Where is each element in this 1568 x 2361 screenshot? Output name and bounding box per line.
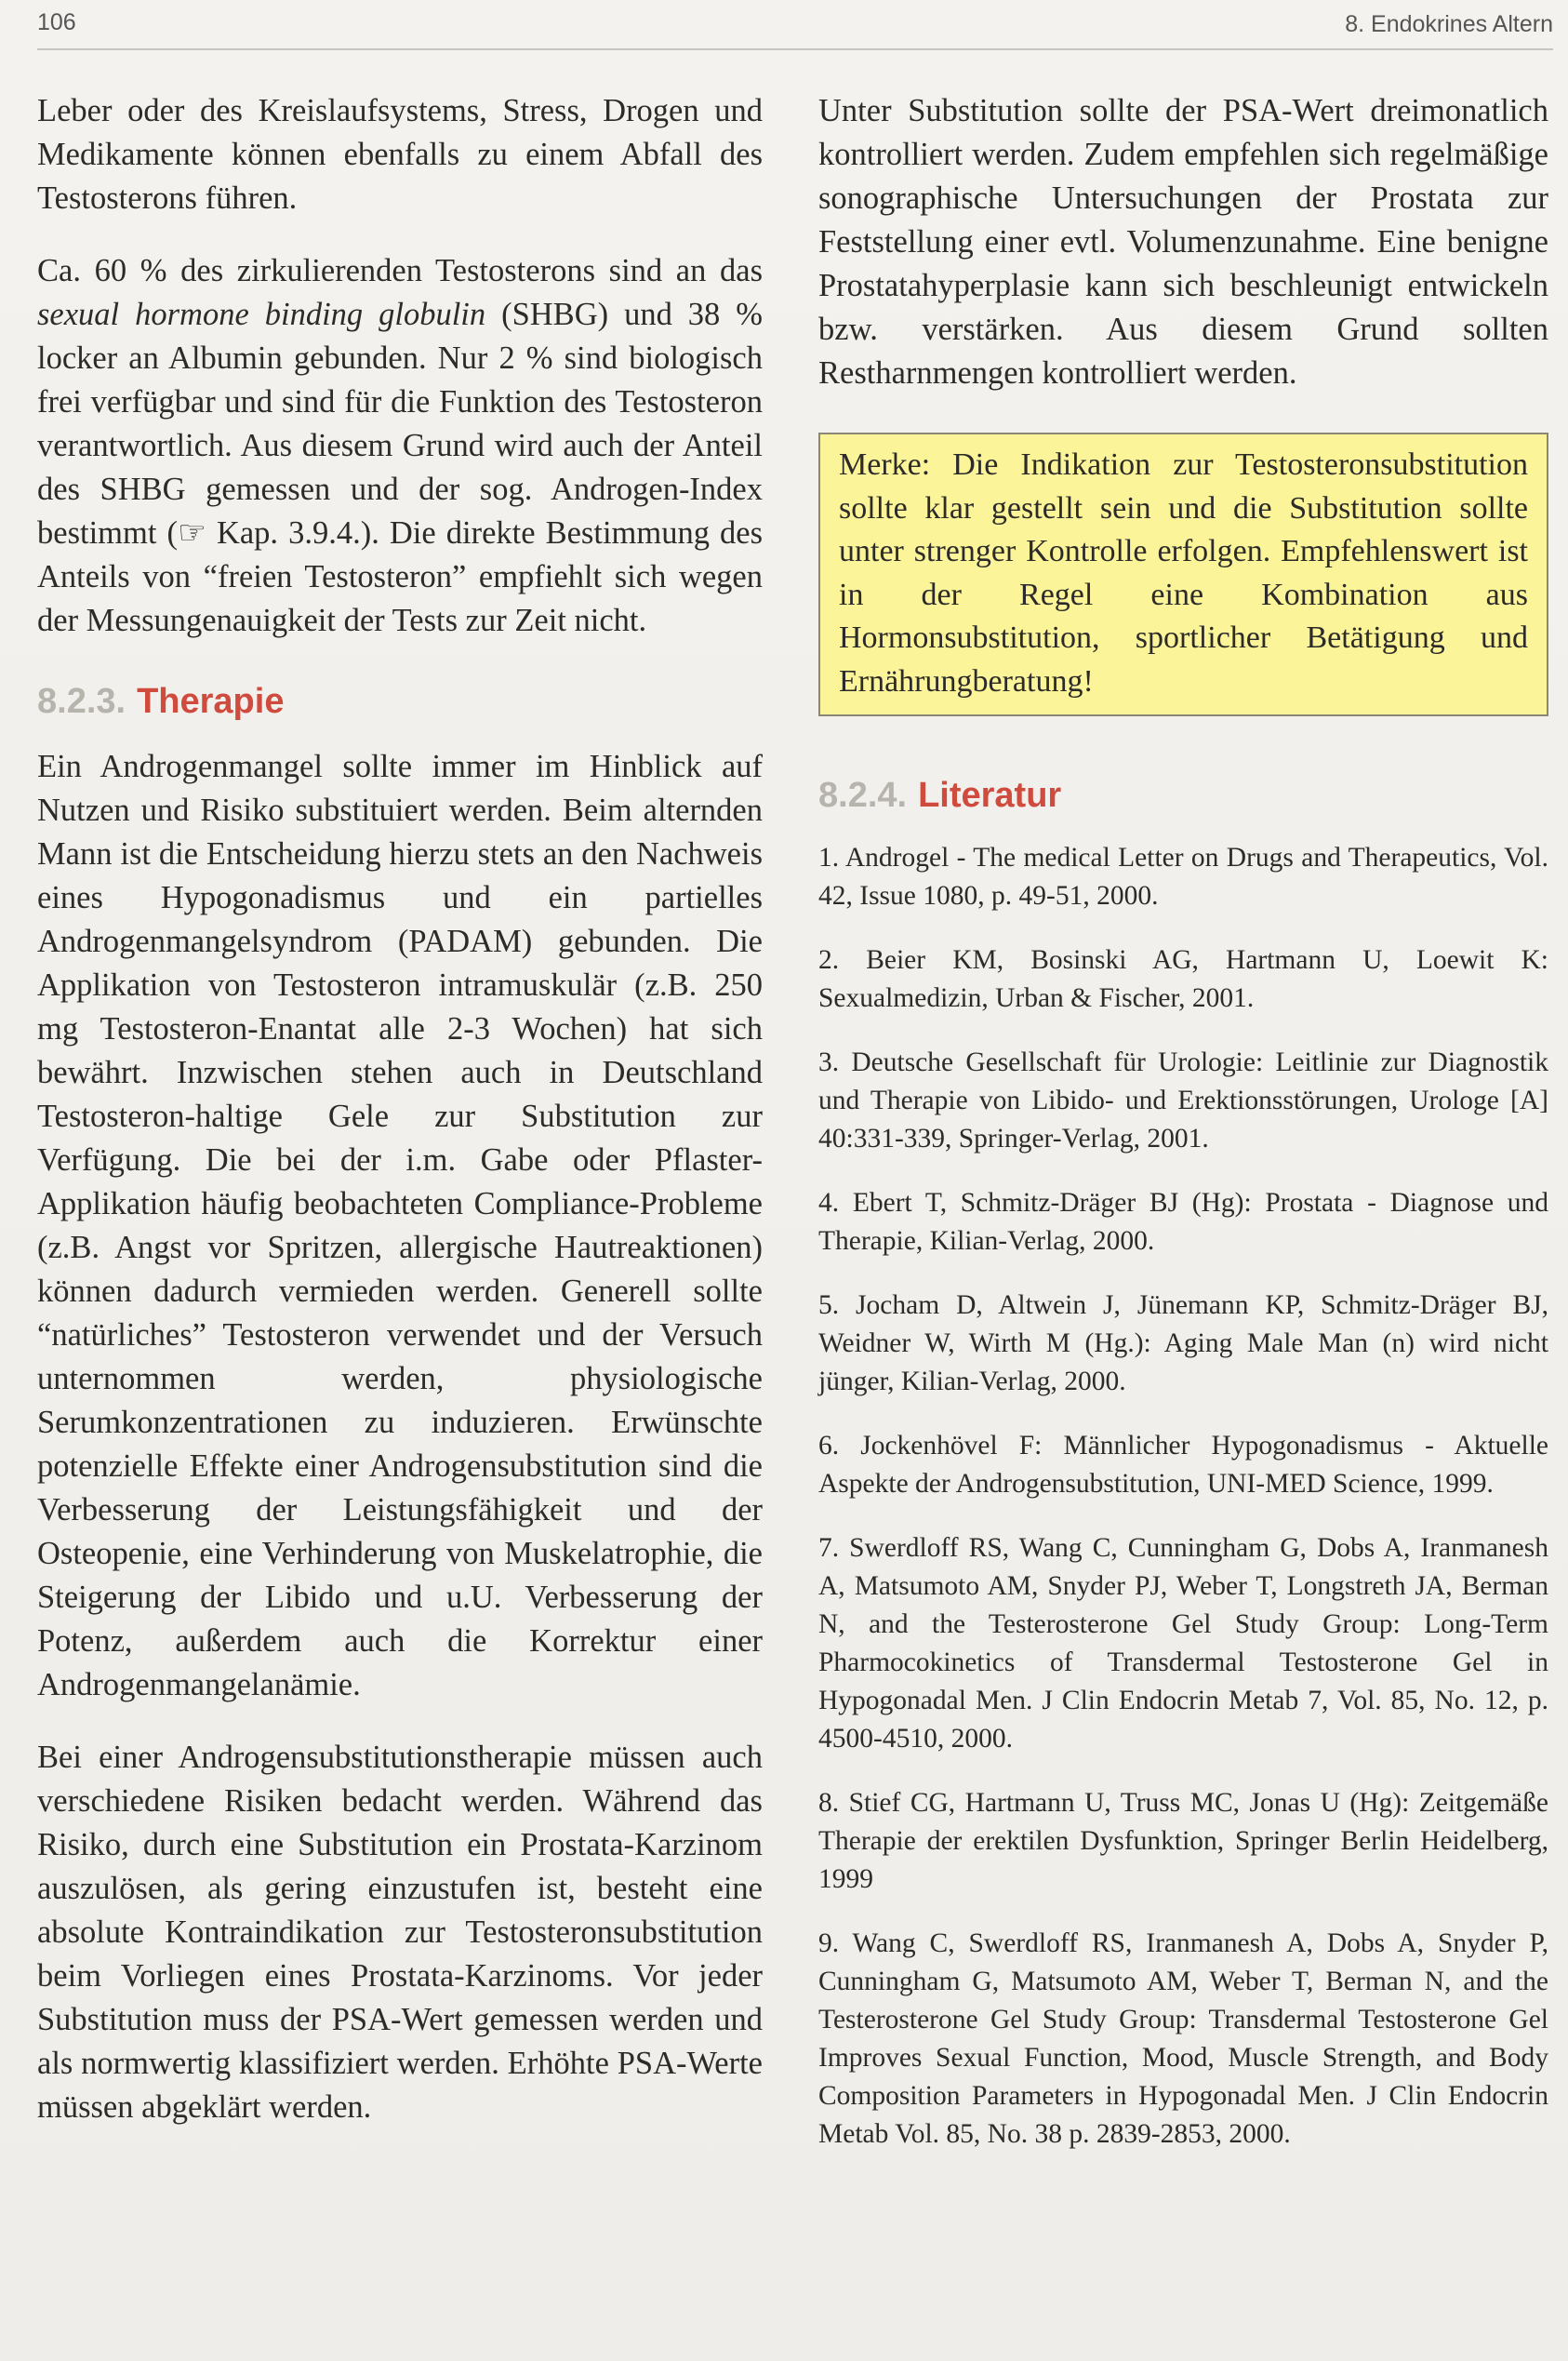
- reference-item: 8. Stief CG, Hartmann U, Truss MC, Jonas U (Hg): Zeitgemäße Therapie der erektilen Dysfunktion, Springer Berlin Heidelberg, 1999: [818, 1788, 1548, 1894]
- reference-item: 9. Wang C, Swerdloff RS, Iranmanesh A, Dobs A, Snyder P, Cunningham G, Matsumoto AM, Weber T, Berman N, and the Testerosterone Gel Study Group: Transdermal Testosterone Gel Improves Sexual Function, Mood, Muscle Strength, and Body Composition Parameters in Hypogonadal Men. J Clin Endocrin Metab Vol. 85, No. 38 p. 2839-2853, 2000.: [818, 1928, 1548, 2149]
- paragraph-shbg-rest: (SHBG) und 38 % locker an Albumin gebunden. Nur 2 % sind biologisch frei verfügbar und sind für die Funktion des Testosteron verantwortlich. Aus diesem Grund wird auch der Anteil des SHBG gemessen und der sog. Androgen-Index bestimmt (☞ Kap. 3.9.4.). Die direkte Bestimmung des Anteils von “freien Testosteron” empfiehlt sich wegen der Messungenauigkeit der Tests zur Zeit nicht.: [37, 297, 763, 638]
- paragraph-shbg-term: sexual hormone binding globulin: [37, 297, 486, 332]
- page-header: [37, 6, 1553, 50]
- reference-item: 7. Swerdloff RS, Wang C, Cunningham G, Dobs A, Iranmanesh A, Matsumoto AM, Snyder PJ, Weber T, Longstreth JA, Berman N, and the Testerosterone Gel Study Group: Long-Term Pharmocokinetics of Transdermal Testosterone Gel in Hypogonadal Men. J Clin Endocrin Metab 7, Vol. 85, No. 12, p. 4500-4510, 2000.: [818, 1533, 1548, 1754]
- paragraph-testosterone-decline: Leber oder des Kreislaufsystems, Stress, Drogen und Medikamente können ebenfalls zu einem Abfall des Testosterons führen.: [37, 93, 763, 216]
- right-column: [818, 89, 1548, 2180]
- reference-item: 1. Androgel - The medical Letter on Drugs and Therapeutics, Vol. 42, Issue 1080, p. 49-51, 2000.: [818, 843, 1548, 911]
- chapter-title: 8. Endokrines Altern: [1345, 11, 1553, 37]
- paragraph-shbg: [37, 249, 763, 643]
- merke-box: Merke: Die Indikation zur Testosteronsubstitution sollte klar gestellt sein und die Substitution sollte unter strenger Kontrolle erfolgen. Empfehlenswert ist in der Regel eine Kombination aus Hormonsubstitution, sportlicher Betätigung und Ernährungberatung!: [818, 433, 1548, 716]
- reference-item: 2. Beier KM, Bosinski AG, Hartmann U, Loewit K: Sexualmedizin, Urban & Fischer, 2001.: [818, 945, 1548, 1013]
- page-number: 106: [37, 9, 76, 35]
- section-number: 8.2.3.: [37, 682, 126, 721]
- reference-item: 4. Ebert T, Schmitz-Dräger BJ (Hg): Prostata - Diagnose und Therapie, Kilian-Verlag, 2000.: [818, 1188, 1548, 1256]
- reference-list: [818, 839, 1548, 2154]
- section-title: Literatur: [918, 776, 1062, 815]
- left-column: [37, 89, 763, 2158]
- section-heading-therapie: [37, 678, 763, 725]
- section-heading-literatur: [818, 772, 1548, 819]
- paragraph-risiken: Bei einer Androgensubstitutionstherapie müssen auch verschiedene Risiken bedacht werden. Während das Risiko, durch eine Substitution ein Prostata-Karzinom auszulösen, als gering einzustufen ist, besteht eine absolute Kontraindikation zur Testosteronsubstitution beim Vorliegen eines Prostata-Karzinoms. Vor jeder Substitution muss der PSA-Wert gemessen werden und als normwertig klassifiziert werden. Erhöhte PSA-Werte müssen abgeklärt werden.: [37, 1740, 763, 2125]
- paragraph-psa-kontrolle: Unter Substitution sollte der PSA-Wert dreimonatlich kontrolliert werden. Zudem empfehlen sich regelmäßige sonographische Untersuchungen der Prostata zur Feststellung einer evtl. Volumenzunahme. Eine benigne Prostatahyperplasie kann sich beschleunigt entwickeln bzw. verstärken. Aus diesem Grund sollten Restharnmengen kontrolliert werden.: [818, 93, 1548, 391]
- reference-item: 5. Jocham D, Altwein J, Jünemann KP, Schmitz-Dräger BJ, Weidner W, Wirth M (Hg.): Aging Male Man (n) wird nicht jünger, Kilian-Verlag, 2000.: [818, 1290, 1548, 1396]
- paragraph-therapie: Ein Androgenmangel sollte immer im Hinblick auf Nutzen und Risiko substituiert werden. Beim alternden Mann ist die Entscheidung hierzu stets an den Nachweis eines Hypogonadismus und ein partielles Androgenmangelsyndrom (PADAM) gebunden. Die Applikation von Testosteron intramuskulär (z.B. 250 mg Testosteron-Enantat alle 2-3 Wochen) hat sich bewährt. Inzwischen stehen auch in Deutschland Testosteron-haltige Gele zur Substitution zur Verfügung. Die bei der i.m. Gabe oder Pflaster-Applikation häufig beobachteten Compliance-Probleme (z.B. Angst vor Spritzen, allergische Hautreaktionen) können dadurch vermieden werden. Generell sollte “natürliches” Testosteron verwendet und der Versuch unternommen werden, physiologische Serumkonzentrationen zu induzieren. Erwünschte potenzielle Effekte einer Androgensubstitution sind die Verbesserung der Leistungsfähigkeit und der Osteopenie, eine Verhinderung von Muskelatrophie, die Steigerung der Libido und u.U. Verbesserung der Potenz, außerdem auch die Korrektur einer Androgenmangelanämie.: [37, 749, 763, 1702]
- section-number: 8.2.4.: [818, 776, 908, 815]
- paragraph-shbg-intro: Ca. 60 % des zirkulierenden Testosterons sind an das: [37, 253, 763, 288]
- section-title: Therapie: [137, 682, 285, 721]
- reference-item: 3. Deutsche Gesellschaft für Urologie: Leitlinie zur Diagnostik und Therapie von Libido- und Erektionsstörungen, Urologe [A] 40:331-339, Springer-Verlag, 2001.: [818, 1047, 1548, 1154]
- reference-item: 6. Jockenhövel F: Männlicher Hypogonadismus - Aktuelle Aspekte der Androgensubstitution, UNI-MED Science, 1999.: [818, 1431, 1548, 1499]
